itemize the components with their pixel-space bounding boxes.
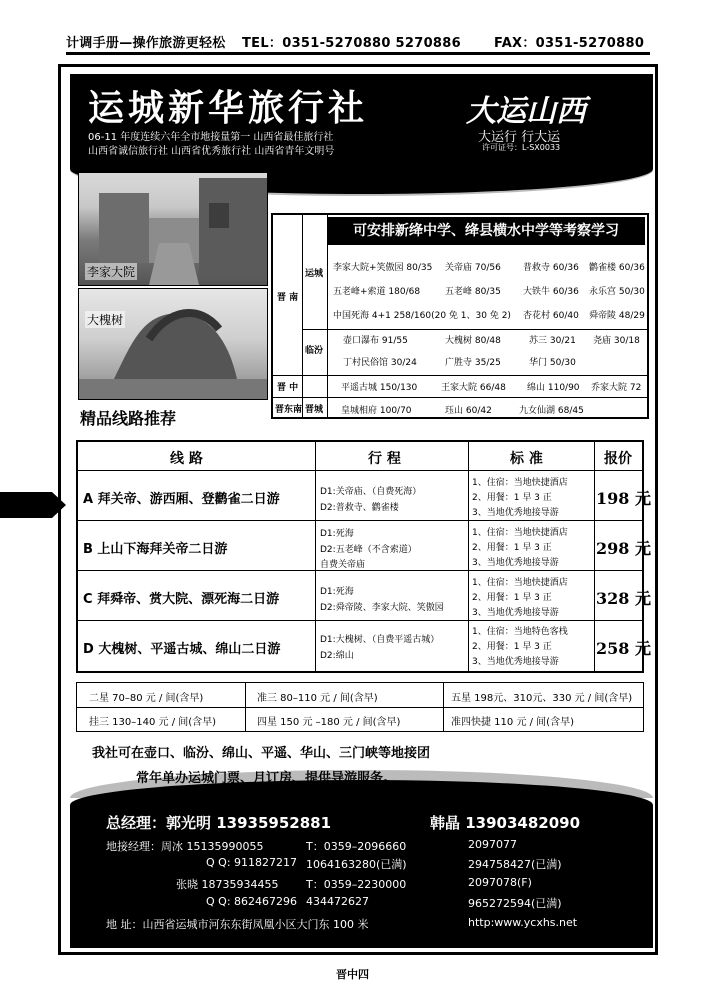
- attraction-cell: 珏山 60/42: [445, 406, 492, 416]
- photo-big-locust-tree: [78, 288, 268, 400]
- brand-logo: 大运山西: [466, 94, 586, 129]
- hotel-rate: 挂三 130–140 元 / 间(含早): [89, 717, 217, 728]
- hotel-rate: 四星 150 元 –180 元 / 间(含早): [257, 717, 401, 728]
- route-standard: 3、当地优秀地接导游: [472, 558, 559, 568]
- route-itinerary: D2:舜帝陵、李家大院、笑傲园: [320, 603, 444, 613]
- routes-section-title: 精品线路推荐: [80, 409, 177, 428]
- attraction-cell: 壶口瀑布 91/55: [343, 336, 408, 346]
- attraction-cell: 绵山 110/90: [527, 383, 580, 393]
- route-itinerary: D1:死海: [320, 587, 354, 597]
- route-standard: 1、住宿：当地快捷酒店: [472, 478, 568, 488]
- attraction-cell: 苏三 30/21: [529, 336, 576, 346]
- route-standard: 2、用餐：1 早 3 正: [472, 642, 552, 652]
- attractions-title: 可安排新绛中学、绛县横水中学等考察学习: [327, 217, 645, 245]
- route-name: A 拜关帝、游西厢、登鹳雀二日游: [83, 492, 280, 507]
- attractions-table: [271, 213, 649, 419]
- address: 地 址：山西省运城市河东东街凤凰小区大门东 100 米: [106, 918, 369, 931]
- hotel-rate: 准四快捷 110 元 / 间(含早): [451, 717, 574, 728]
- route-standard: 2、用餐：1 早 3 正: [472, 493, 552, 503]
- region-jindongnan: 晋东南: [275, 405, 303, 415]
- company-name: 运城新华旅行社: [88, 88, 369, 129]
- photo1-caption: 李家大院: [87, 265, 136, 279]
- top-contact-bar: [66, 30, 650, 55]
- page-footer: 晋中四: [336, 968, 369, 981]
- top-fax: FAX：0351-5270880: [494, 36, 645, 51]
- region-jinzhong: 晋 中: [277, 383, 299, 393]
- attraction-cell: 大槐树 80/48: [445, 336, 501, 346]
- attraction-cell: 普救寺 60/36: [523, 263, 579, 273]
- attraction-cell: 五老峰 80/35: [445, 287, 501, 297]
- route-standard: 3、当地优秀地接导游: [472, 657, 559, 667]
- contact-line: 434472627: [306, 895, 369, 908]
- route-name: C 拜舜帝、赏大院、漂死海二日游: [83, 592, 280, 607]
- attraction-cell: 尧庙 30/18: [593, 336, 640, 346]
- attraction-cell: 华门 50/30: [529, 358, 576, 368]
- general-manager: 总经理：郭光明 13935952881: [106, 814, 332, 832]
- contact-line: 1064163280(已满): [306, 858, 407, 871]
- slogan: 计调手册—操作旅游更轻松: [66, 36, 226, 51]
- route-standard: 1、住宿：当地快捷酒店: [472, 578, 568, 588]
- contact-line: 地接经理：周冰 15135990055: [106, 840, 264, 853]
- route-name: D 大槐树、平遥古城、绵山二日游: [83, 642, 281, 657]
- attraction-cell: 李家大院+笑傲园 80/35: [333, 263, 433, 273]
- sub-linfen: 临汾: [305, 346, 324, 356]
- attraction-cell: 鹳雀楼 60/36: [589, 263, 645, 273]
- route-standard: 2、用餐：1 早 3 正: [472, 593, 552, 603]
- route-price: 298 元: [596, 539, 651, 558]
- col-header-itinerary: 行 程: [368, 451, 401, 467]
- attraction-cell: 平遥古城 150/130: [341, 383, 418, 393]
- hotel-rate: 五星 198元、310元、330 元 / 间(含早): [451, 693, 633, 704]
- contact-panel: [70, 780, 653, 948]
- route-standard: 1、住宿：当地快捷酒店: [472, 528, 568, 538]
- route-standard: 1、住宿：当地特色客栈: [472, 627, 568, 637]
- contact-line: 294758427(已满): [468, 858, 562, 871]
- hotel-rate: 二星 70–80 元 / 间(含早): [89, 693, 204, 704]
- route-itinerary: D1:关帝庙、（自费死海）: [320, 487, 422, 497]
- col-header-standard: 标 准: [510, 451, 543, 467]
- license-number: 许可证号：L-SX0033: [482, 143, 561, 152]
- contact-han: 韩晶 13903482090: [430, 814, 581, 832]
- attraction-cell: 乔家大院 72: [591, 383, 642, 393]
- route-price: 328 元: [596, 589, 651, 608]
- route-standard: 3、当地优秀地接导游: [472, 608, 559, 618]
- hotel-rate: 准三 80–110 元 / 间(含早): [257, 693, 378, 704]
- region-jinnan: 晋 南: [277, 293, 299, 303]
- sub-jincheng: 晋城: [305, 405, 324, 415]
- route-itinerary: D2:绵山: [320, 651, 354, 661]
- honor-line-1: 06-11 年度连续六年全市地接量第一 山西省最佳旅行社: [88, 132, 334, 143]
- route-price: 198 元: [596, 489, 651, 508]
- routes-table: [76, 440, 651, 673]
- contact-line: 2097078(F): [468, 876, 532, 889]
- attraction-cell: 皇城相府 100/70: [341, 406, 412, 416]
- top-tel: TEL：0351-5270880 5270886: [242, 36, 461, 51]
- attraction-cell: 王家大院 66/48: [441, 383, 506, 393]
- contact-line: T：0359–2096660: [306, 840, 407, 853]
- attraction-cell: 杏花村 60/40: [523, 311, 579, 321]
- tree-illustration: [79, 289, 267, 399]
- contact-line: Q Q: 862467296: [206, 895, 298, 908]
- attraction-cell: 中国死海 4+1 258/160(20 免 1、30 免 2): [333, 311, 511, 321]
- contact-line: Q Q: 911827217: [206, 856, 298, 869]
- photo-li-family-compound: [78, 172, 268, 286]
- col-header-route: 线 路: [170, 451, 203, 467]
- attraction-cell: 广胜寺 35/25: [445, 358, 501, 368]
- promo-line-1: 我社可在壶口、临汾、绵山、平遥、华山、三门峡等地接团: [92, 746, 431, 761]
- promo-line-2: 常年单办运城门票、月订房、提供导游服务。: [136, 771, 397, 786]
- attraction-cell: 丁村民俗馆 30/24: [343, 358, 417, 368]
- attraction-cell: 大铁牛 60/36: [523, 287, 579, 297]
- contact-line: T：0359–2230000: [306, 878, 407, 891]
- website-link[interactable]: http:www.ycxhs.net: [468, 916, 578, 929]
- attraction-cell: 关帝庙 70/56: [445, 263, 501, 273]
- contact-line: 965272594(已满): [468, 897, 562, 910]
- route-standard: 2、用餐：1 早 3 正: [472, 543, 552, 553]
- route-itinerary: D1:死海: [320, 529, 354, 539]
- contact-line: 张晓 18735934455: [176, 878, 279, 891]
- route-standard: 3、当地优秀地接导游: [472, 508, 559, 518]
- col-header-price: 报价: [604, 451, 632, 467]
- attraction-cell: 舜帝陵 48/29: [589, 311, 645, 321]
- photo2-caption: 大槐树: [87, 313, 124, 327]
- sub-yuncheng: 运城: [305, 269, 324, 279]
- attraction-cell: 永乐宫 50/30: [589, 287, 645, 297]
- attraction-cell: 九女仙湖 68/45: [519, 406, 584, 416]
- attraction-cell: 五老峰+索道 180/68: [333, 287, 421, 297]
- route-name: B 上山下海拜关帝二日游: [83, 542, 228, 557]
- route-itinerary: D2:普救寺、鹳雀楼: [320, 503, 399, 513]
- brand-slogan: 大运行 行大运: [478, 130, 561, 145]
- honor-line-2: 山西省诚信旅行社 山西省优秀旅行社 山西省青年文明号: [88, 146, 335, 157]
- route-itinerary: D1:大槐树、（自费平遥古城）: [320, 635, 440, 645]
- contact-line: 2097077: [468, 838, 517, 851]
- route-price: 258 元: [596, 639, 651, 658]
- route-itinerary: 自费关帝庙: [320, 560, 366, 570]
- route-itinerary: D2:五老峰（不含索道）: [320, 545, 417, 555]
- side-arrow-marker: [0, 492, 52, 518]
- hotel-price-table: [76, 682, 644, 732]
